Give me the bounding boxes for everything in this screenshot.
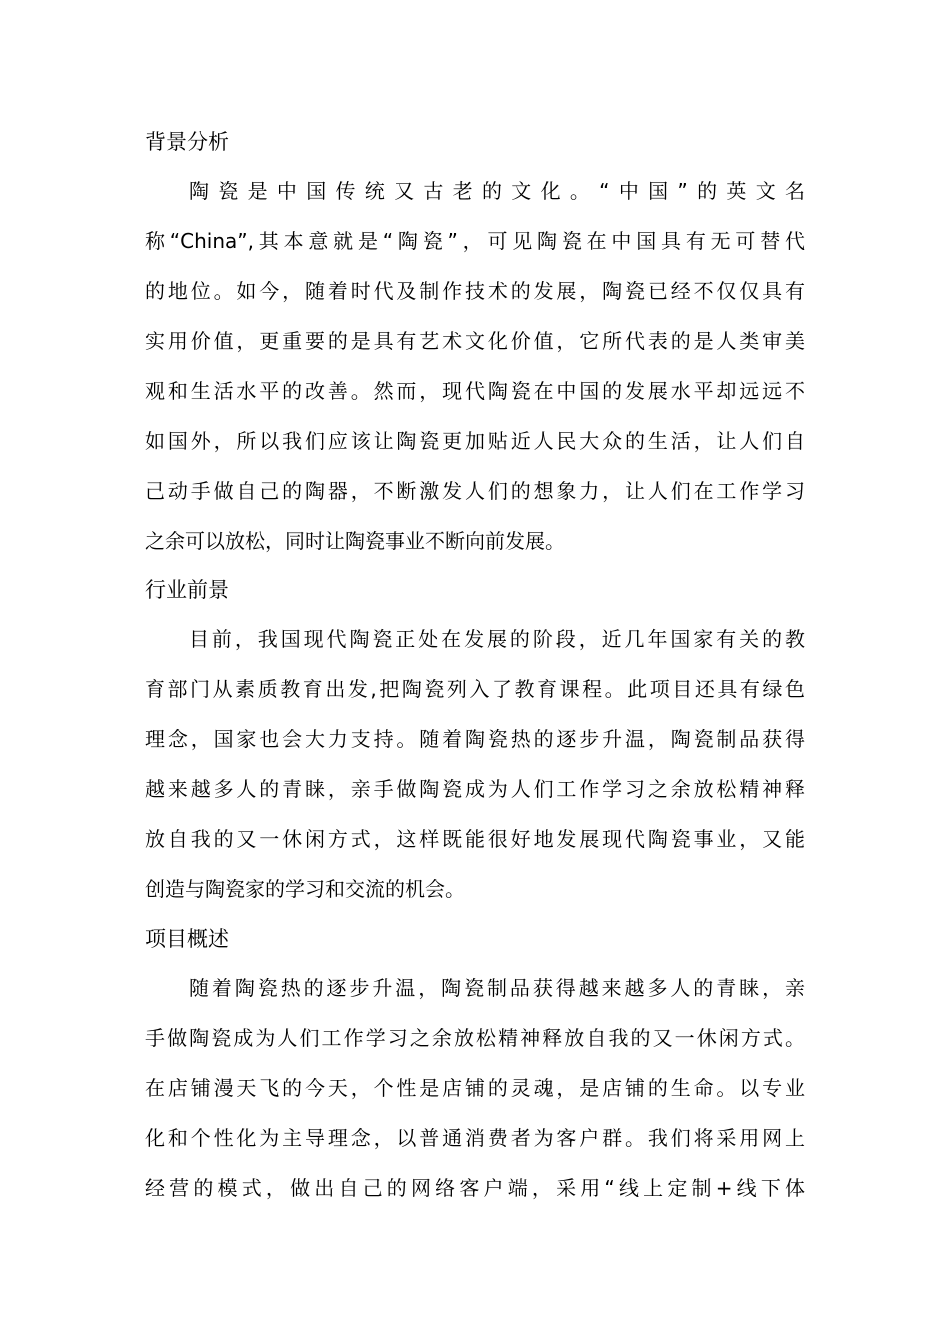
text-line: 称“China”,其本意就是“陶瓷”，可见陶瓷在中国具有无可替代 xyxy=(145,229,805,253)
section-heading: 项目概述 xyxy=(145,927,229,951)
section-background-analysis xyxy=(145,127,805,576)
text-line: 的地位。如今，随着时代及制作技术的发展，陶瓷已经不仅仅具有 xyxy=(145,279,805,303)
text-line: 随着陶瓷热的逐步升温，陶瓷制品获得越来越多人的青睐，亲 xyxy=(189,976,805,1000)
section-industry-outlook xyxy=(145,575,805,924)
text-line: 创造与陶瓷家的学习和交流的机会。 xyxy=(145,877,465,901)
text-line: 越来越多人的青睐，亲手做陶瓷成为人们工作学习之余放松精神释 xyxy=(145,777,805,801)
section-heading: 行业前景 xyxy=(145,578,229,602)
text-line: 理念，国家也会大力支持。随着陶瓷热的逐步升温，陶瓷制品获得 xyxy=(145,727,805,751)
paragraph xyxy=(145,624,805,924)
text-line: 陶瓷是中国传统又古老的文化。“中国”的英文名 xyxy=(189,179,805,203)
text-line: 放自我的又一休闲方式，这样既能很好地发展现代陶瓷事业，又能 xyxy=(145,827,805,851)
text-line: 手做陶瓷成为人们工作学习之余放松精神释放自我的又一休闲方式。 xyxy=(145,1026,805,1050)
text-line: 观和生活水平的改善。然而，现代陶瓷在中国的发展水平却远远不 xyxy=(145,379,805,403)
text-line: 经营的模式，做出自己的网络客户端，采用“线上定制+线下体 xyxy=(145,1176,805,1200)
text-line: 化和个性化为主导理念，以普通消费者为客户群。我们将采用网上 xyxy=(145,1126,805,1150)
text-line: 己动手做自己的陶器，不断激发人们的想象力，让人们在工作学习 xyxy=(145,479,805,503)
paragraph xyxy=(145,176,805,576)
section-project-overview xyxy=(145,924,805,1223)
text-line: 育部门从素质教育出发,把陶瓷列入了教育课程。此项目还具有绿色 xyxy=(145,677,805,701)
paragraph xyxy=(145,973,805,1223)
text-line: 如国外，所以我们应该让陶瓷更加贴近人民大众的生活，让人们自 xyxy=(145,429,805,453)
text-line: 在店铺漫天飞的今天，个性是店铺的灵魂，是店铺的生命。以专业 xyxy=(145,1076,805,1100)
section-heading: 背景分析 xyxy=(145,130,229,154)
text-line: 目前，我国现代陶瓷正处在发展的阶段，近几年国家有关的教 xyxy=(189,627,805,651)
text-line: 之余可以放松，同时让陶瓷事业不断向前发展。 xyxy=(145,529,565,553)
text-line: 实用价值，更重要的是具有艺术文化价值，它所代表的是人类审美 xyxy=(145,329,805,353)
